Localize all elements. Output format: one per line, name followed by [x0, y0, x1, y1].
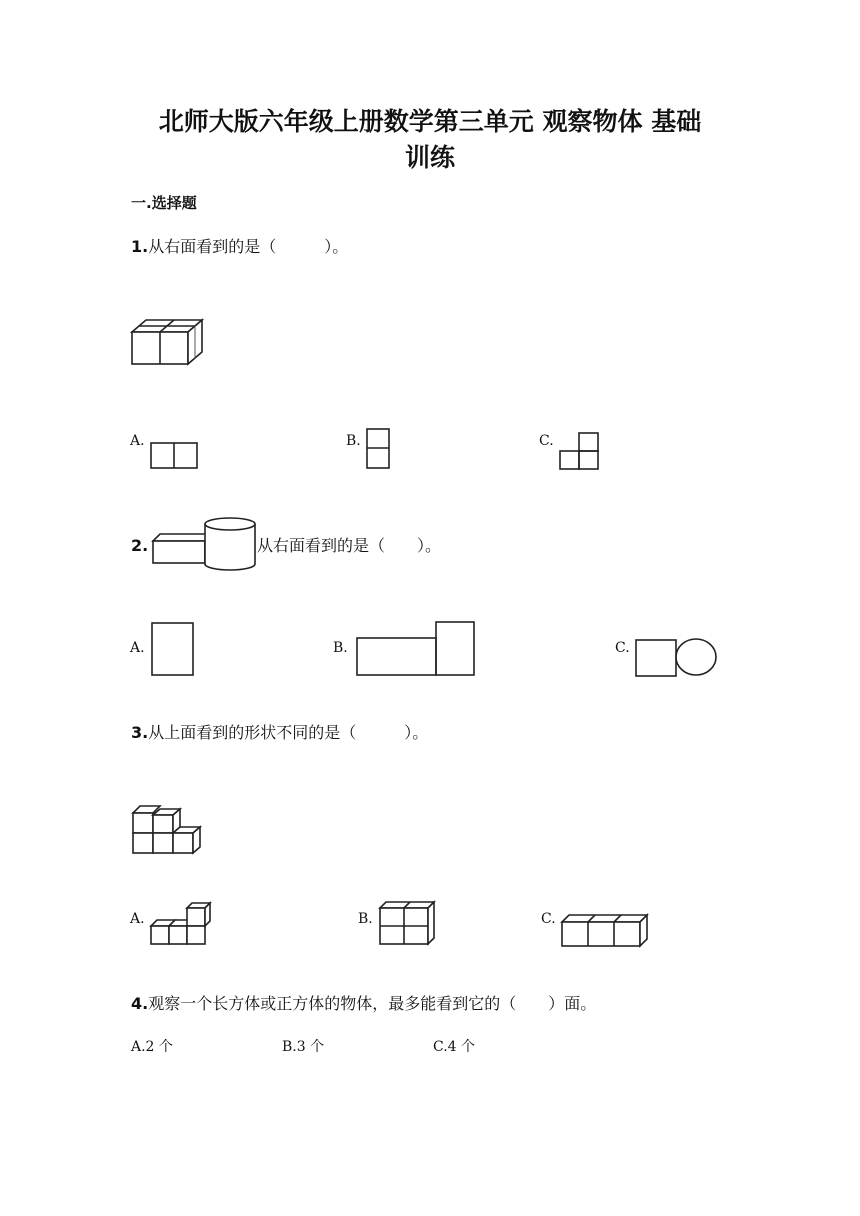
q3-option-a-label[interactable]: A. [130, 911, 145, 927]
q1-option-b-figure [366, 428, 392, 470]
question-3 [131, 722, 428, 744]
q3-option-b-label[interactable]: B. [358, 911, 373, 927]
q2-option-c-label[interactable]: C. [615, 640, 630, 656]
q2-option-a-label[interactable]: A. [130, 640, 145, 656]
page-title-line-2: 训练 [404, 143, 455, 172]
q1-option-a-label[interactable]: A. [130, 433, 145, 449]
q1-option-a-figure [150, 442, 200, 470]
question-2-number: 2. [131, 536, 149, 555]
question-4-text: 观察一个长方体或正方体的物体，最多能看到它的（ ）面。 [148, 994, 597, 1013]
q2-option-b-figure [354, 620, 478, 678]
q3-figure-cubes [130, 802, 204, 858]
q1-figure-cubes [130, 316, 206, 368]
question-4 [131, 993, 596, 1015]
question-1 [131, 236, 348, 258]
q3-option-a-figure [148, 900, 212, 948]
question-1-text: 从右面看到的是（ ）。 [148, 237, 349, 256]
question-3-text: 从上面看到的形状不同的是（ ）。 [148, 723, 429, 742]
question-4-number: 4. [131, 994, 149, 1013]
q1-option-b-label[interactable]: B. [346, 433, 361, 449]
q2-option-b-label[interactable]: B. [333, 640, 348, 656]
q3-option-c-label[interactable]: C. [541, 911, 556, 927]
q4-option-c[interactable]: C.4 个 [433, 1039, 476, 1055]
page-title-line-1: 北师大版六年级上册数学第三单元 观察物体 基础 [158, 107, 702, 136]
q2-figure-box-and-cylinder [150, 516, 258, 572]
q2-option-a-figure [150, 621, 196, 677]
q4-option-b[interactable]: B.3 个 [282, 1039, 325, 1055]
q3-option-c-figure [560, 913, 652, 949]
question-2-text: 从右面看到的是（ ）。 [257, 536, 442, 555]
q3-option-b-figure [378, 900, 438, 948]
question-3-number: 3. [131, 723, 149, 742]
question-1-number: 1. [131, 237, 149, 256]
q1-option-c-label[interactable]: C. [539, 433, 554, 449]
q1-option-c-figure [558, 432, 602, 472]
q2-option-c-figure [634, 636, 720, 680]
section-heading: 一.选择题 [131, 194, 197, 212]
q4-option-a[interactable]: A.2 个 [131, 1039, 173, 1055]
